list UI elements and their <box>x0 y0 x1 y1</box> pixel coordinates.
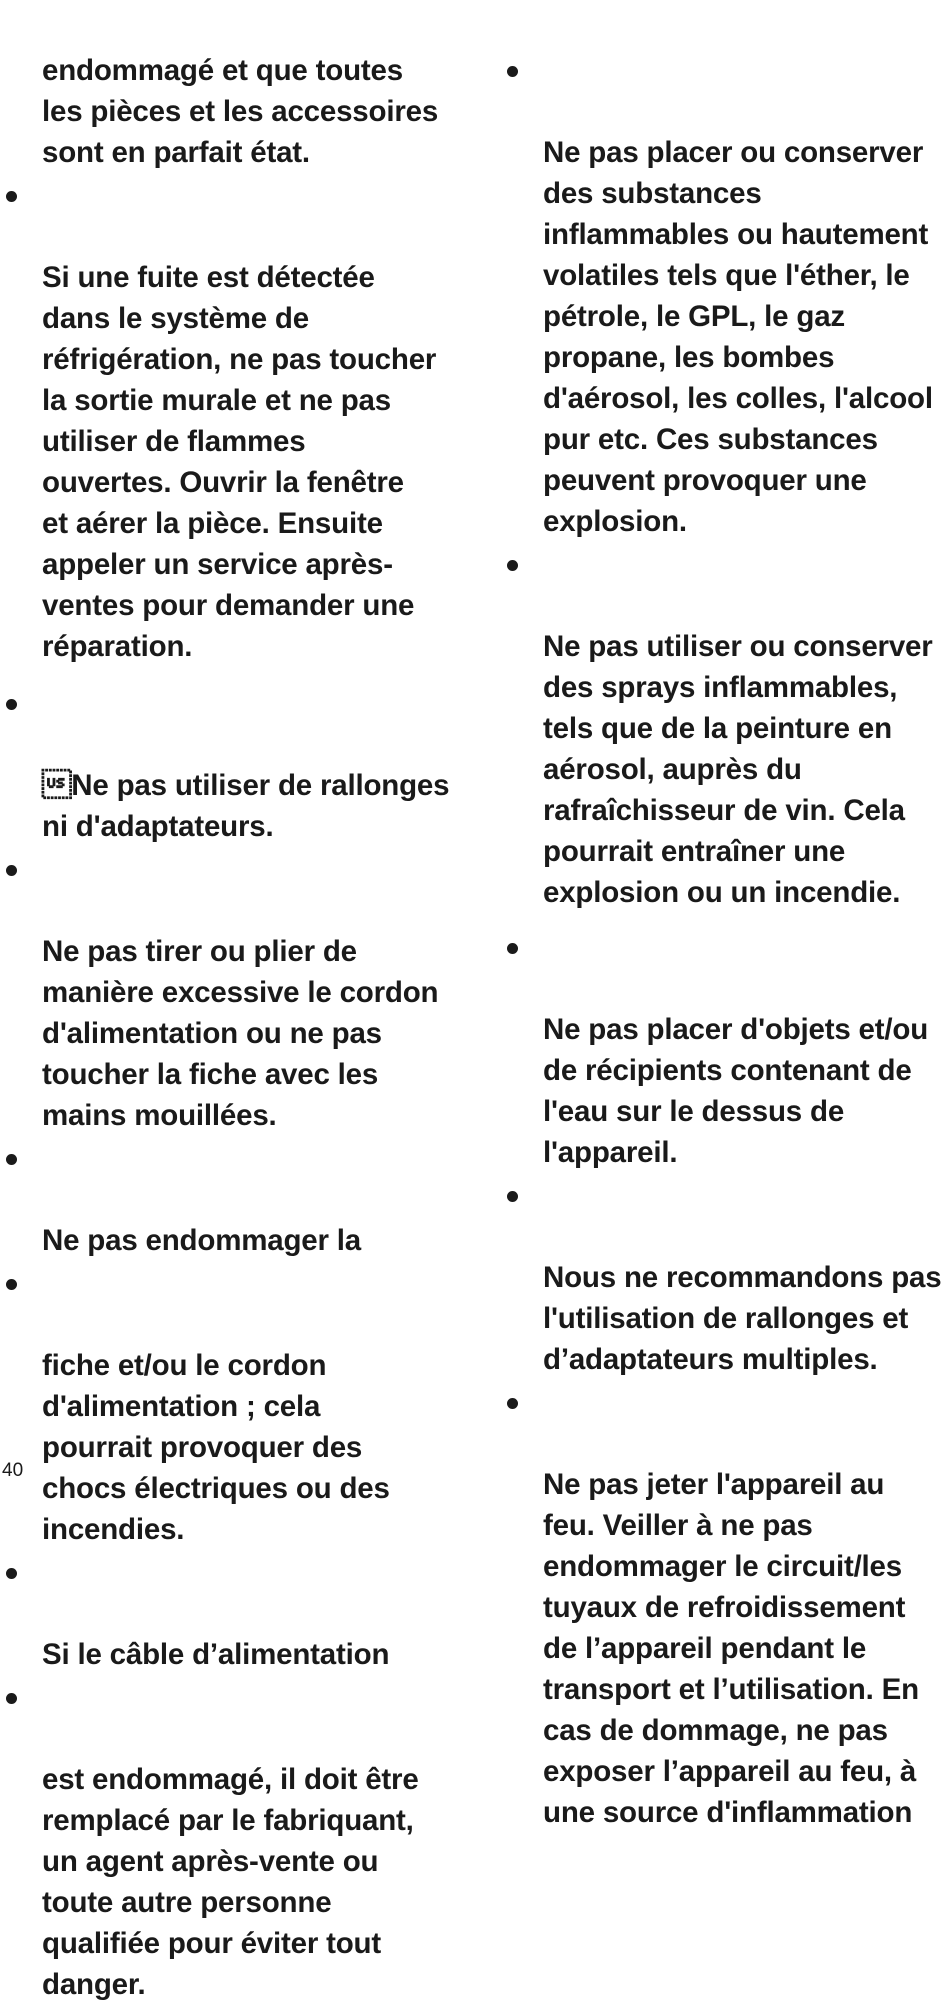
bullet-icon <box>507 1175 519 1216</box>
bullet-icon <box>507 544 519 585</box>
bullet-icon <box>6 1138 18 1179</box>
list-item-text: fiche et/ou le cordon d'alimentation ; cela pourrait provoquer des chocs électriques ou des incendies. <box>42 1349 390 1546</box>
list-item-no-damage <box>42 1138 452 1261</box>
list-item-text: Nous ne recommandons pas l'utilisation de rallonges et d’adaptateurs multiples. <box>543 1261 942 1376</box>
bullet-icon <box>6 1677 18 1718</box>
right-column <box>543 50 943 1833</box>
bullet-icon <box>507 50 519 91</box>
bullet-icon <box>507 927 519 968</box>
list-item-cable-damaged <box>42 1677 452 2005</box>
list-item-no-extensions <box>42 683 452 847</box>
bullet-icon <box>507 1382 519 1423</box>
list-item-text: Si le câble d’alimentation <box>42 1638 390 1671</box>
paragraph-continuation: endommagé et que toutes les pièces et les accessoires sont en parfait état. <box>42 54 439 169</box>
list-item-leak-detected <box>42 175 452 667</box>
list-item-flammable-substances <box>543 50 943 542</box>
bullet-icon <box>6 175 18 216</box>
list-item-power-cord <box>42 849 452 1136</box>
list-item-text: Ne pas jeter l'appareil au feu. Veiller à ne pas endommager le circuit/les tuyaux de refroidissement de l’appareil pendant le transport et l’utilisation. En cas de dommage, ne pas exposer l’appareil au feu, à une source d'inflammation <box>543 1468 919 1829</box>
bullet-icon <box>6 1263 18 1304</box>
list-item-flammable-sprays <box>543 544 943 913</box>
page-number: 40 <box>2 1460 24 1481</box>
list-item-fire-disposal <box>543 1382 943 1833</box>
list-item-cable <box>42 1552 452 1675</box>
list-item-water-containers <box>543 927 943 1173</box>
list-item-text: Si une fuite est détectée dans le système de réfrigération, ne pas toucher la sortie murale et ne pas utiliser de flammes ouvertes. Ouvrir la fenêtre et aérer la pièce. Ensuite appeler un service après- ventes pour demander une réparation. <box>42 261 437 663</box>
bullet-icon <box>6 683 18 724</box>
list-item-text: Ne pas utiliser de rallonges ni d'adaptateurs. <box>42 769 450 843</box>
list-item-multiple-adapters <box>543 1175 943 1380</box>
bullet-icon <box>6 1552 18 1593</box>
list-item-text: Ne pas placer ou conserver des substances inflammables ou hautement volatiles tels que l'éther, le pétrole, le GPL, le gaz propane, les bombes d'aérosol, les colles, l'alcool pur etc. Ces substances peuvent provoquer une explosion. <box>543 136 933 538</box>
list-item-text: Ne pas tirer ou plier de manière excessive le cordon d'alimentation ou ne pas toucher la fiche avec les mains mouillées. <box>42 935 439 1132</box>
list-item-text: Ne pas endommager la <box>42 1224 361 1257</box>
bullet-icon <box>6 849 18 890</box>
list-item-text: Ne pas placer d'objets et/ou de récipients contenant de l'eau sur le dessus de l'appareil. <box>543 1013 929 1169</box>
list-item-text: est endommagé, il doit être remplacé par le fabriquant, un agent après-vente ou toute autre personne qualifiée pour éviter tout danger. <box>42 1763 419 2001</box>
list-item-text: Ne pas utiliser ou conserver des sprays inflammables, tels que de la peinture en aérosol, auprès du rafraîchisseur de vin. Cela pourrait entraîner une explosion ou un incendie. <box>543 630 933 909</box>
left-column <box>42 50 452 2005</box>
list-item-plug-cord <box>42 1263 452 1550</box>
